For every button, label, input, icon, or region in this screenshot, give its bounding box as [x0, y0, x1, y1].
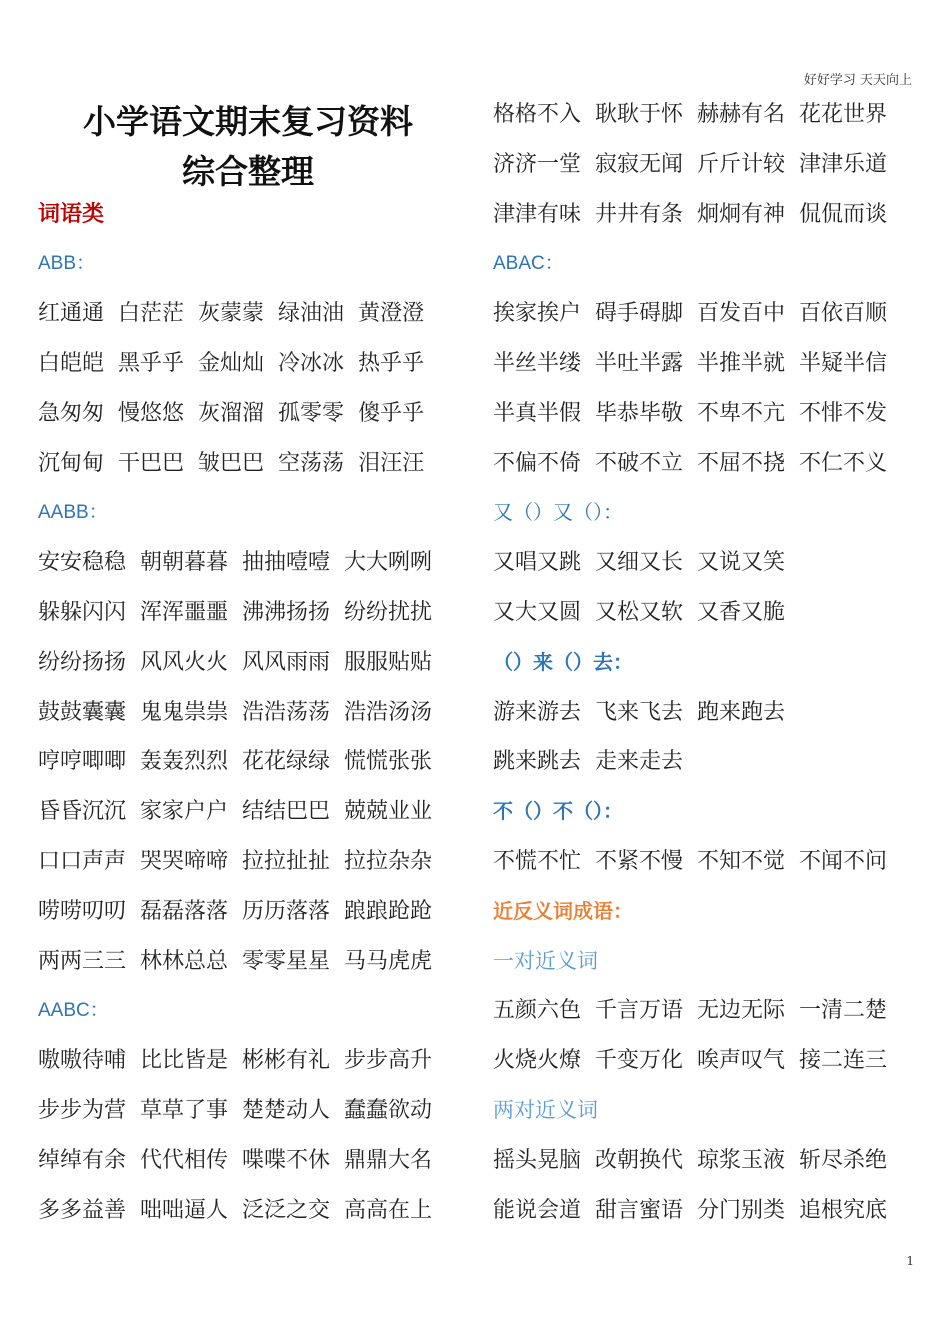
word-item: 浩浩荡荡 — [242, 699, 331, 725]
word-item: 黄澄澄 — [358, 301, 425, 327]
section-label-abb: ABB： — [38, 253, 96, 275]
word-item: 白茫茫 — [118, 301, 185, 327]
word-row — [38, 688, 468, 738]
word-item: 高高在上 — [344, 1197, 433, 1223]
word-row — [493, 289, 923, 339]
word-item: 彬彬有礼 — [242, 1048, 331, 1074]
word-item: 火烧火燎 — [493, 1048, 582, 1074]
word-item: 哭哭啼啼 — [140, 848, 229, 874]
word-item: 侃侃而谈 — [799, 201, 888, 227]
word-item: 步步为营 — [38, 1097, 127, 1123]
section-label-abac: ABAC： — [493, 253, 564, 275]
word-item: 踉踉跄跄 — [344, 898, 433, 924]
word-item: 浩浩汤汤 — [344, 699, 433, 725]
word-item: 草草了事 — [140, 1097, 229, 1123]
word-item: 追根究底 — [799, 1197, 888, 1223]
word-item: 冷冰冰 — [278, 350, 345, 376]
word-item: 井井有条 — [595, 201, 684, 227]
word-item: 不偏不倚 — [493, 450, 582, 476]
word-item: 林林总总 — [140, 948, 229, 974]
word-item: 嗷嗷待哺 — [38, 1048, 127, 1074]
word-item: 斩尽杀绝 — [799, 1147, 888, 1173]
word-item: 风风火火 — [140, 649, 229, 675]
word-item: 干巴巴 — [118, 450, 185, 476]
word-row — [493, 986, 923, 1036]
word-item: 挨家挨户 — [493, 301, 582, 327]
word-item: 半推半就 — [697, 350, 786, 376]
group-lai — [493, 688, 923, 788]
word-item: 磊磊落落 — [140, 898, 229, 924]
word-item: 接二连三 — [799, 1048, 888, 1074]
word-item: 白皑皑 — [38, 350, 105, 376]
word-item: 步步高升 — [344, 1048, 433, 1074]
section-label-you: 又（）又（）： — [493, 500, 623, 525]
word-item: 不闻不问 — [799, 848, 888, 874]
word-item: 又大又圆 — [493, 599, 582, 625]
word-item: 抽抽噎噎 — [242, 550, 331, 576]
word-item: 喋喋不休 — [242, 1147, 331, 1173]
word-item: 大大咧咧 — [344, 550, 433, 576]
word-item: 唉声叹气 — [697, 1048, 786, 1074]
word-item: 不知不觉 — [697, 848, 786, 874]
word-item: 千言万语 — [595, 998, 684, 1024]
word-item: 碍手碍脚 — [595, 301, 684, 327]
word-row — [493, 439, 923, 489]
word-row — [493, 837, 923, 887]
word-item: 拉拉杂杂 — [344, 848, 433, 874]
word-item: 纷纷扬扬 — [38, 649, 127, 675]
word-item: 黑乎乎 — [118, 350, 185, 376]
word-item: 不仁不义 — [799, 450, 888, 476]
header-note: 好好学习 天天向上 — [803, 73, 912, 88]
word-item: 走来走去 — [595, 749, 684, 775]
word-item: 一清二楚 — [799, 998, 888, 1024]
word-item: 改朝换代 — [595, 1147, 684, 1173]
word-item: 甜言蜜语 — [595, 1197, 684, 1223]
page-title: 小学语文期末复习资料 — [83, 102, 413, 141]
word-row — [38, 389, 468, 439]
word-row — [493, 339, 923, 389]
word-item: 又说又笑 — [697, 550, 786, 576]
word-item: 兢兢业业 — [344, 799, 433, 825]
word-row — [493, 588, 923, 638]
word-item: 沉甸甸 — [38, 450, 105, 476]
word-item: 耿耿于怀 — [595, 102, 684, 127]
word-item: 不慌不忙 — [493, 848, 582, 874]
word-item: 热乎乎 — [358, 350, 425, 376]
word-item: 鼓鼓囊囊 — [38, 699, 127, 725]
word-item: 不悱不发 — [799, 400, 888, 426]
word-row — [38, 837, 468, 887]
section-label-aabc: AABC： — [38, 1000, 109, 1022]
word-item: 又细又长 — [595, 550, 684, 576]
word-item: 空荡荡 — [278, 450, 345, 476]
word-item: 哼哼唧唧 — [38, 749, 127, 775]
word-item: 灰蒙蒙 — [198, 301, 265, 327]
word-row — [38, 588, 468, 638]
word-item: 绿油油 — [278, 301, 345, 327]
word-row — [493, 737, 923, 787]
word-item: 格格不入 — [493, 102, 582, 127]
word-row — [38, 937, 468, 987]
word-item: 半丝半缕 — [493, 350, 582, 376]
word-item: 跳来跳去 — [493, 749, 582, 775]
word-item: 炯炯有神 — [697, 201, 786, 227]
word-item: 昏昏沉沉 — [38, 799, 127, 825]
word-item: 结结巴巴 — [242, 799, 331, 825]
word-item: 口口声声 — [38, 848, 127, 874]
word-item: 比比皆是 — [140, 1048, 229, 1074]
word-item: 灰溜溜 — [198, 400, 265, 426]
word-row — [493, 1186, 923, 1236]
category-heading: 词语类 — [38, 201, 105, 227]
word-row — [493, 1036, 923, 1086]
page-number: 1 — [906, 1254, 914, 1268]
word-row — [493, 538, 923, 588]
word-item: 风风雨雨 — [242, 649, 331, 675]
word-item: 马马虎虎 — [344, 948, 433, 974]
word-row — [38, 339, 468, 389]
word-item: 金灿灿 — [198, 350, 265, 376]
word-item: 楚楚动人 — [242, 1097, 331, 1123]
word-item: 花花绿绿 — [242, 749, 331, 775]
section-label-idioms: 近反义词成语： — [493, 898, 633, 923]
word-row — [38, 439, 468, 489]
word-row — [493, 190, 923, 240]
word-item: 多多益善 — [38, 1197, 127, 1223]
word-item: 百发百中 — [697, 301, 786, 327]
word-item: 躲躲闪闪 — [38, 599, 127, 625]
word-item: 拉拉扯扯 — [242, 848, 331, 874]
word-row — [493, 389, 923, 439]
word-row — [493, 688, 923, 738]
word-item: 安安稳稳 — [38, 550, 127, 576]
word-item: 无边无际 — [697, 998, 786, 1024]
group-aabc-continued — [493, 90, 923, 239]
subsection-label-two-pair: 两对近义词 — [493, 1097, 598, 1122]
word-row — [38, 887, 468, 937]
word-item: 半真半假 — [493, 400, 582, 426]
word-item: 济济一堂 — [493, 151, 582, 177]
word-item: 慢悠悠 — [118, 400, 185, 426]
word-item: 代代相传 — [140, 1147, 229, 1173]
word-row — [38, 787, 468, 837]
section-label-lai: （）来（）去： — [493, 649, 633, 674]
word-item: 轰轰烈烈 — [140, 749, 229, 775]
word-row — [38, 538, 468, 588]
word-item: 服服贴贴 — [344, 649, 433, 675]
word-row — [38, 737, 468, 787]
word-item: 能说会道 — [493, 1197, 582, 1223]
group-abac — [493, 289, 923, 488]
word-item: 唠唠叨叨 — [38, 898, 127, 924]
word-item: 不破不立 — [595, 450, 684, 476]
word-item: 不卑不亢 — [697, 400, 786, 426]
word-item: 纷纷扰扰 — [344, 599, 433, 625]
word-item: 分门别类 — [697, 1197, 786, 1223]
section-label-bu: 不（）不（）： — [493, 799, 623, 824]
word-row — [493, 1136, 923, 1186]
word-item: 泪汪汪 — [358, 450, 425, 476]
word-row — [38, 638, 468, 688]
word-item: 又香又脆 — [697, 599, 786, 625]
word-item: 百依百顺 — [799, 301, 888, 327]
word-item: 花花世界 — [799, 102, 888, 127]
left-column — [38, 90, 468, 1235]
word-item: 历历落落 — [242, 898, 331, 924]
word-item: 鬼鬼祟祟 — [140, 699, 229, 725]
word-item: 零零星星 — [242, 948, 331, 974]
word-row — [38, 1086, 468, 1136]
word-item: 慌慌张张 — [344, 749, 433, 775]
word-row — [38, 1136, 468, 1186]
word-item: 孤零零 — [278, 400, 345, 426]
word-item: 津津有味 — [493, 201, 582, 227]
word-item: 又唱又跳 — [493, 550, 582, 576]
word-item: 沸沸扬扬 — [242, 599, 331, 625]
word-item: 摇头晃脑 — [493, 1147, 582, 1173]
group-one-pair — [493, 986, 923, 1086]
group-you — [493, 538, 923, 638]
word-row — [493, 90, 923, 140]
word-item: 赫赫有名 — [697, 102, 786, 127]
word-item: 毕恭毕敬 — [595, 400, 684, 426]
word-item: 两两三三 — [38, 948, 127, 974]
page-subtitle: 综合整理 — [182, 152, 314, 191]
word-item: 绰绰有余 — [38, 1147, 127, 1173]
word-item: 家家户户 — [140, 799, 229, 825]
subsection-label-one-pair: 一对近义词 — [493, 948, 598, 973]
group-abb — [38, 289, 468, 488]
word-row — [38, 289, 468, 339]
word-item: 不紧不慢 — [595, 848, 684, 874]
word-item: 急匆匆 — [38, 400, 105, 426]
word-item: 不屈不挠 — [697, 450, 786, 476]
word-item: 泛泛之交 — [242, 1197, 331, 1223]
group-two-pair — [493, 1136, 923, 1236]
word-item: 蠢蠢欲动 — [344, 1097, 433, 1123]
word-item: 游来游去 — [493, 699, 582, 725]
word-row — [38, 1036, 468, 1086]
word-item: 浑浑噩噩 — [140, 599, 229, 625]
word-item: 皱巴巴 — [198, 450, 265, 476]
word-item: 红通通 — [38, 301, 105, 327]
word-item: 跑来跑去 — [697, 699, 786, 725]
word-row — [493, 140, 923, 190]
word-item: 飞来飞去 — [595, 699, 684, 725]
right-column — [493, 90, 923, 1235]
word-item: 咄咄逼人 — [140, 1197, 229, 1223]
word-item: 半疑半信 — [799, 350, 888, 376]
word-item: 斤斤计较 — [697, 151, 786, 177]
word-item: 鼎鼎大名 — [344, 1147, 433, 1173]
section-label-aabb: AABB： — [38, 502, 108, 524]
word-item: 又松又软 — [595, 599, 684, 625]
word-item: 津津乐道 — [799, 151, 888, 177]
word-item: 朝朝暮暮 — [140, 550, 229, 576]
word-item: 傻乎乎 — [358, 400, 425, 426]
word-item: 千变万化 — [595, 1048, 684, 1074]
word-item: 五颜六色 — [493, 998, 582, 1024]
word-item: 琼浆玉液 — [697, 1147, 786, 1173]
word-item: 半吐半露 — [595, 350, 684, 376]
group-aabb — [38, 538, 468, 986]
word-row — [38, 1186, 468, 1236]
word-item: 寂寂无闻 — [595, 151, 684, 177]
group-bu — [493, 837, 923, 887]
group-aabc — [38, 1036, 468, 1235]
